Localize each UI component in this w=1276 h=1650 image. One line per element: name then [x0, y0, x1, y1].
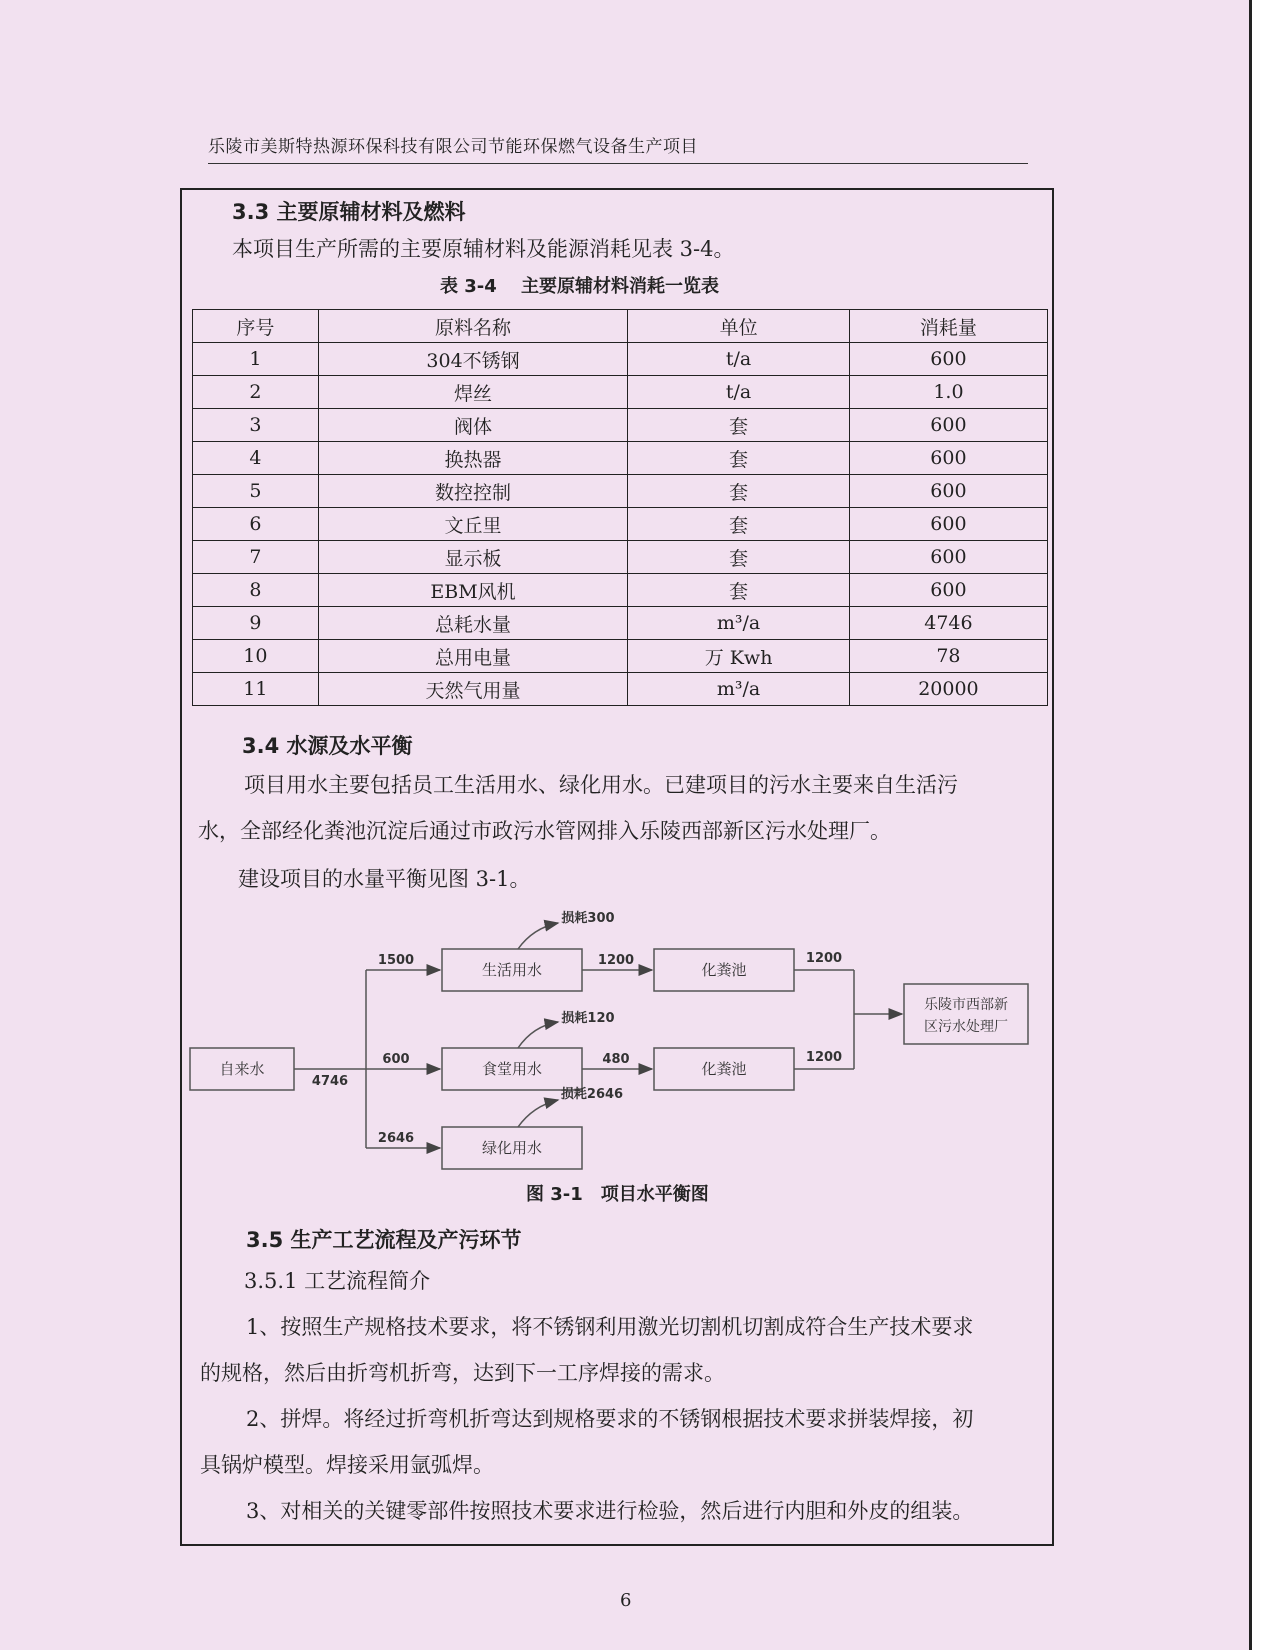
- section-3-3-title: 3.3 主要原辅材料及燃料: [232, 200, 466, 224]
- cell-unit: t/a: [628, 343, 850, 376]
- green-water-label: 绿化用水: [481, 1139, 543, 1157]
- cell-consumption: 600: [849, 409, 1047, 442]
- cell-material: 天然气用量: [318, 673, 628, 706]
- flow-green-in: 2646: [377, 1131, 415, 1146]
- life-water-label: 生活用水: [481, 961, 543, 979]
- cell-index: 6: [193, 508, 319, 541]
- step2-line2: 具锅炉模型。焊接采用氩弧焊。: [200, 1453, 494, 1477]
- flow-life-out: 1200: [597, 953, 635, 968]
- table-row: [193, 607, 1048, 640]
- plant-label-line1: 乐陵市西部新: [924, 997, 1008, 1013]
- cell-unit: 万 Kwh: [628, 640, 850, 673]
- septic-1-label: 化粪池: [701, 961, 747, 979]
- cell-consumption: 78: [849, 640, 1047, 673]
- cell-material: 阀体: [318, 409, 628, 442]
- section-3-5-1-subtitle: 3.5.1 工艺流程简介: [244, 1269, 431, 1293]
- table-header-row: [193, 310, 1048, 343]
- flow-life-in: 1500: [377, 953, 415, 968]
- table-row: [193, 376, 1048, 409]
- cell-material: 304不锈钢: [318, 343, 628, 376]
- cell-index: 11: [193, 673, 319, 706]
- cell-consumption: 600: [849, 508, 1047, 541]
- cell-consumption: 4746: [849, 607, 1047, 640]
- cell-material: 换热器: [318, 442, 628, 475]
- cell-material: 总耗水量: [318, 607, 628, 640]
- page-number: 6: [620, 1590, 632, 1611]
- loss-life: 损耗300: [561, 911, 615, 926]
- section-3-4-title: 3.4 水源及水平衡: [242, 734, 413, 758]
- cell-material: EBM风机: [318, 574, 628, 607]
- water-balance-diagram: [188, 908, 1068, 1178]
- plant-box: [904, 984, 1028, 1044]
- col-header-unit: 单位: [628, 310, 850, 343]
- scan-page-edge: [1249, 0, 1276, 1650]
- cell-material: 显示板: [318, 541, 628, 574]
- source-label: 自来水: [219, 1060, 265, 1078]
- table-row: [193, 574, 1048, 607]
- cell-index: 8: [193, 574, 319, 607]
- table-row: [193, 541, 1048, 574]
- cell-index: 2: [193, 376, 319, 409]
- cell-unit: 套: [628, 475, 850, 508]
- table-row: [193, 508, 1048, 541]
- step1-line2: 的规格，然后由折弯机折弯，达到下一工序焊接的需求。: [200, 1361, 725, 1385]
- cell-unit: 套: [628, 508, 850, 541]
- section-3-4-para1-line1: 项目用水主要包括员工生活用水、绿化用水。已建项目的污水主要来自生活污: [244, 773, 958, 797]
- flow-septic1-out: 1200: [805, 951, 843, 966]
- loss-curve-canteen: [518, 1022, 558, 1048]
- table-row: [193, 673, 1048, 706]
- plant-label-line2: 区污水处理厂: [924, 1019, 1008, 1035]
- table-row: [193, 409, 1048, 442]
- table-row: [193, 343, 1048, 376]
- table-row: [193, 475, 1048, 508]
- step3: 3、对相关的关键零部件按照技术要求进行检验，然后进行内胆和外皮的组装。: [246, 1499, 974, 1523]
- cell-consumption: 600: [849, 541, 1047, 574]
- table-row: [193, 640, 1048, 673]
- section-3-3-intro: 本项目生产所需的主要原辅材料及能源消耗见表 3-4。: [232, 237, 735, 261]
- section-3-5-title: 3.5 生产工艺流程及产污环节: [246, 1228, 522, 1252]
- cell-index: 5: [193, 475, 319, 508]
- cell-unit: t/a: [628, 376, 850, 409]
- section-3-4-para1-line2: 水，全部经化粪池沉淀后通过市政污水管网排入乐陵西部新区污水处理厂。: [198, 819, 891, 843]
- cell-index: 4: [193, 442, 319, 475]
- section-3-4-para2: 建设项目的水量平衡见图 3-1。: [238, 867, 531, 891]
- loss-green: 损耗2646: [560, 1087, 624, 1102]
- table-row: [193, 442, 1048, 475]
- loss-curve-life: [518, 923, 558, 949]
- flow-source: 4746: [311, 1074, 349, 1089]
- cell-unit: m³/a: [628, 607, 850, 640]
- cell-index: 10: [193, 640, 319, 673]
- cell-material: 焊丝: [318, 376, 628, 409]
- cell-consumption: 600: [849, 442, 1047, 475]
- cell-index: 7: [193, 541, 319, 574]
- cell-consumption: 600: [849, 475, 1047, 508]
- cell-material: 总用电量: [318, 640, 628, 673]
- cell-consumption: 20000: [849, 673, 1047, 706]
- septic-2-label: 化粪池: [701, 1060, 747, 1078]
- flow-septic2-out: 1200: [805, 1050, 843, 1065]
- cell-index: 1: [193, 343, 319, 376]
- cell-material: 文丘里: [318, 508, 628, 541]
- cell-unit: 套: [628, 409, 850, 442]
- flow-canteen-out: 480: [602, 1052, 630, 1067]
- col-header-index: 序号: [193, 310, 319, 343]
- cell-index: 3: [193, 409, 319, 442]
- loss-curve-green: [518, 1100, 558, 1127]
- cell-unit: 套: [628, 574, 850, 607]
- step2-line1: 2、拼焊。将经过折弯机折弯达到规格要求的不锈钢根据技术要求拼装焊接，初: [246, 1407, 974, 1431]
- cell-unit: m³/a: [628, 673, 850, 706]
- cell-material: 数控控制: [318, 475, 628, 508]
- cell-consumption: 600: [849, 574, 1047, 607]
- cell-index: 9: [193, 607, 319, 640]
- materials-table: [192, 309, 1048, 706]
- flow-canteen-in: 600: [382, 1052, 410, 1067]
- step1-line1: 1、按照生产规格技术要求，将不锈钢利用激光切割机切割成符合生产技术要求: [246, 1315, 974, 1339]
- canteen-water-label: 食堂用水: [481, 1060, 543, 1078]
- cell-unit: 套: [628, 442, 850, 475]
- cell-consumption: 1.0: [849, 376, 1047, 409]
- cell-consumption: 600: [849, 343, 1047, 376]
- loss-canteen: 损耗120: [561, 1011, 615, 1026]
- page-header: 乐陵市美斯特热源环保科技有限公司节能环保燃气设备生产项目: [208, 132, 1028, 164]
- figure-3-1-caption: 图 3-1 项目水平衡图: [526, 1184, 709, 1205]
- col-header-consumption: 消耗量: [849, 310, 1047, 343]
- table-3-4-caption: 表 3-4 主要原辅材料消耗一览表: [440, 276, 720, 297]
- cell-unit: 套: [628, 541, 850, 574]
- col-header-material: 原料名称: [318, 310, 628, 343]
